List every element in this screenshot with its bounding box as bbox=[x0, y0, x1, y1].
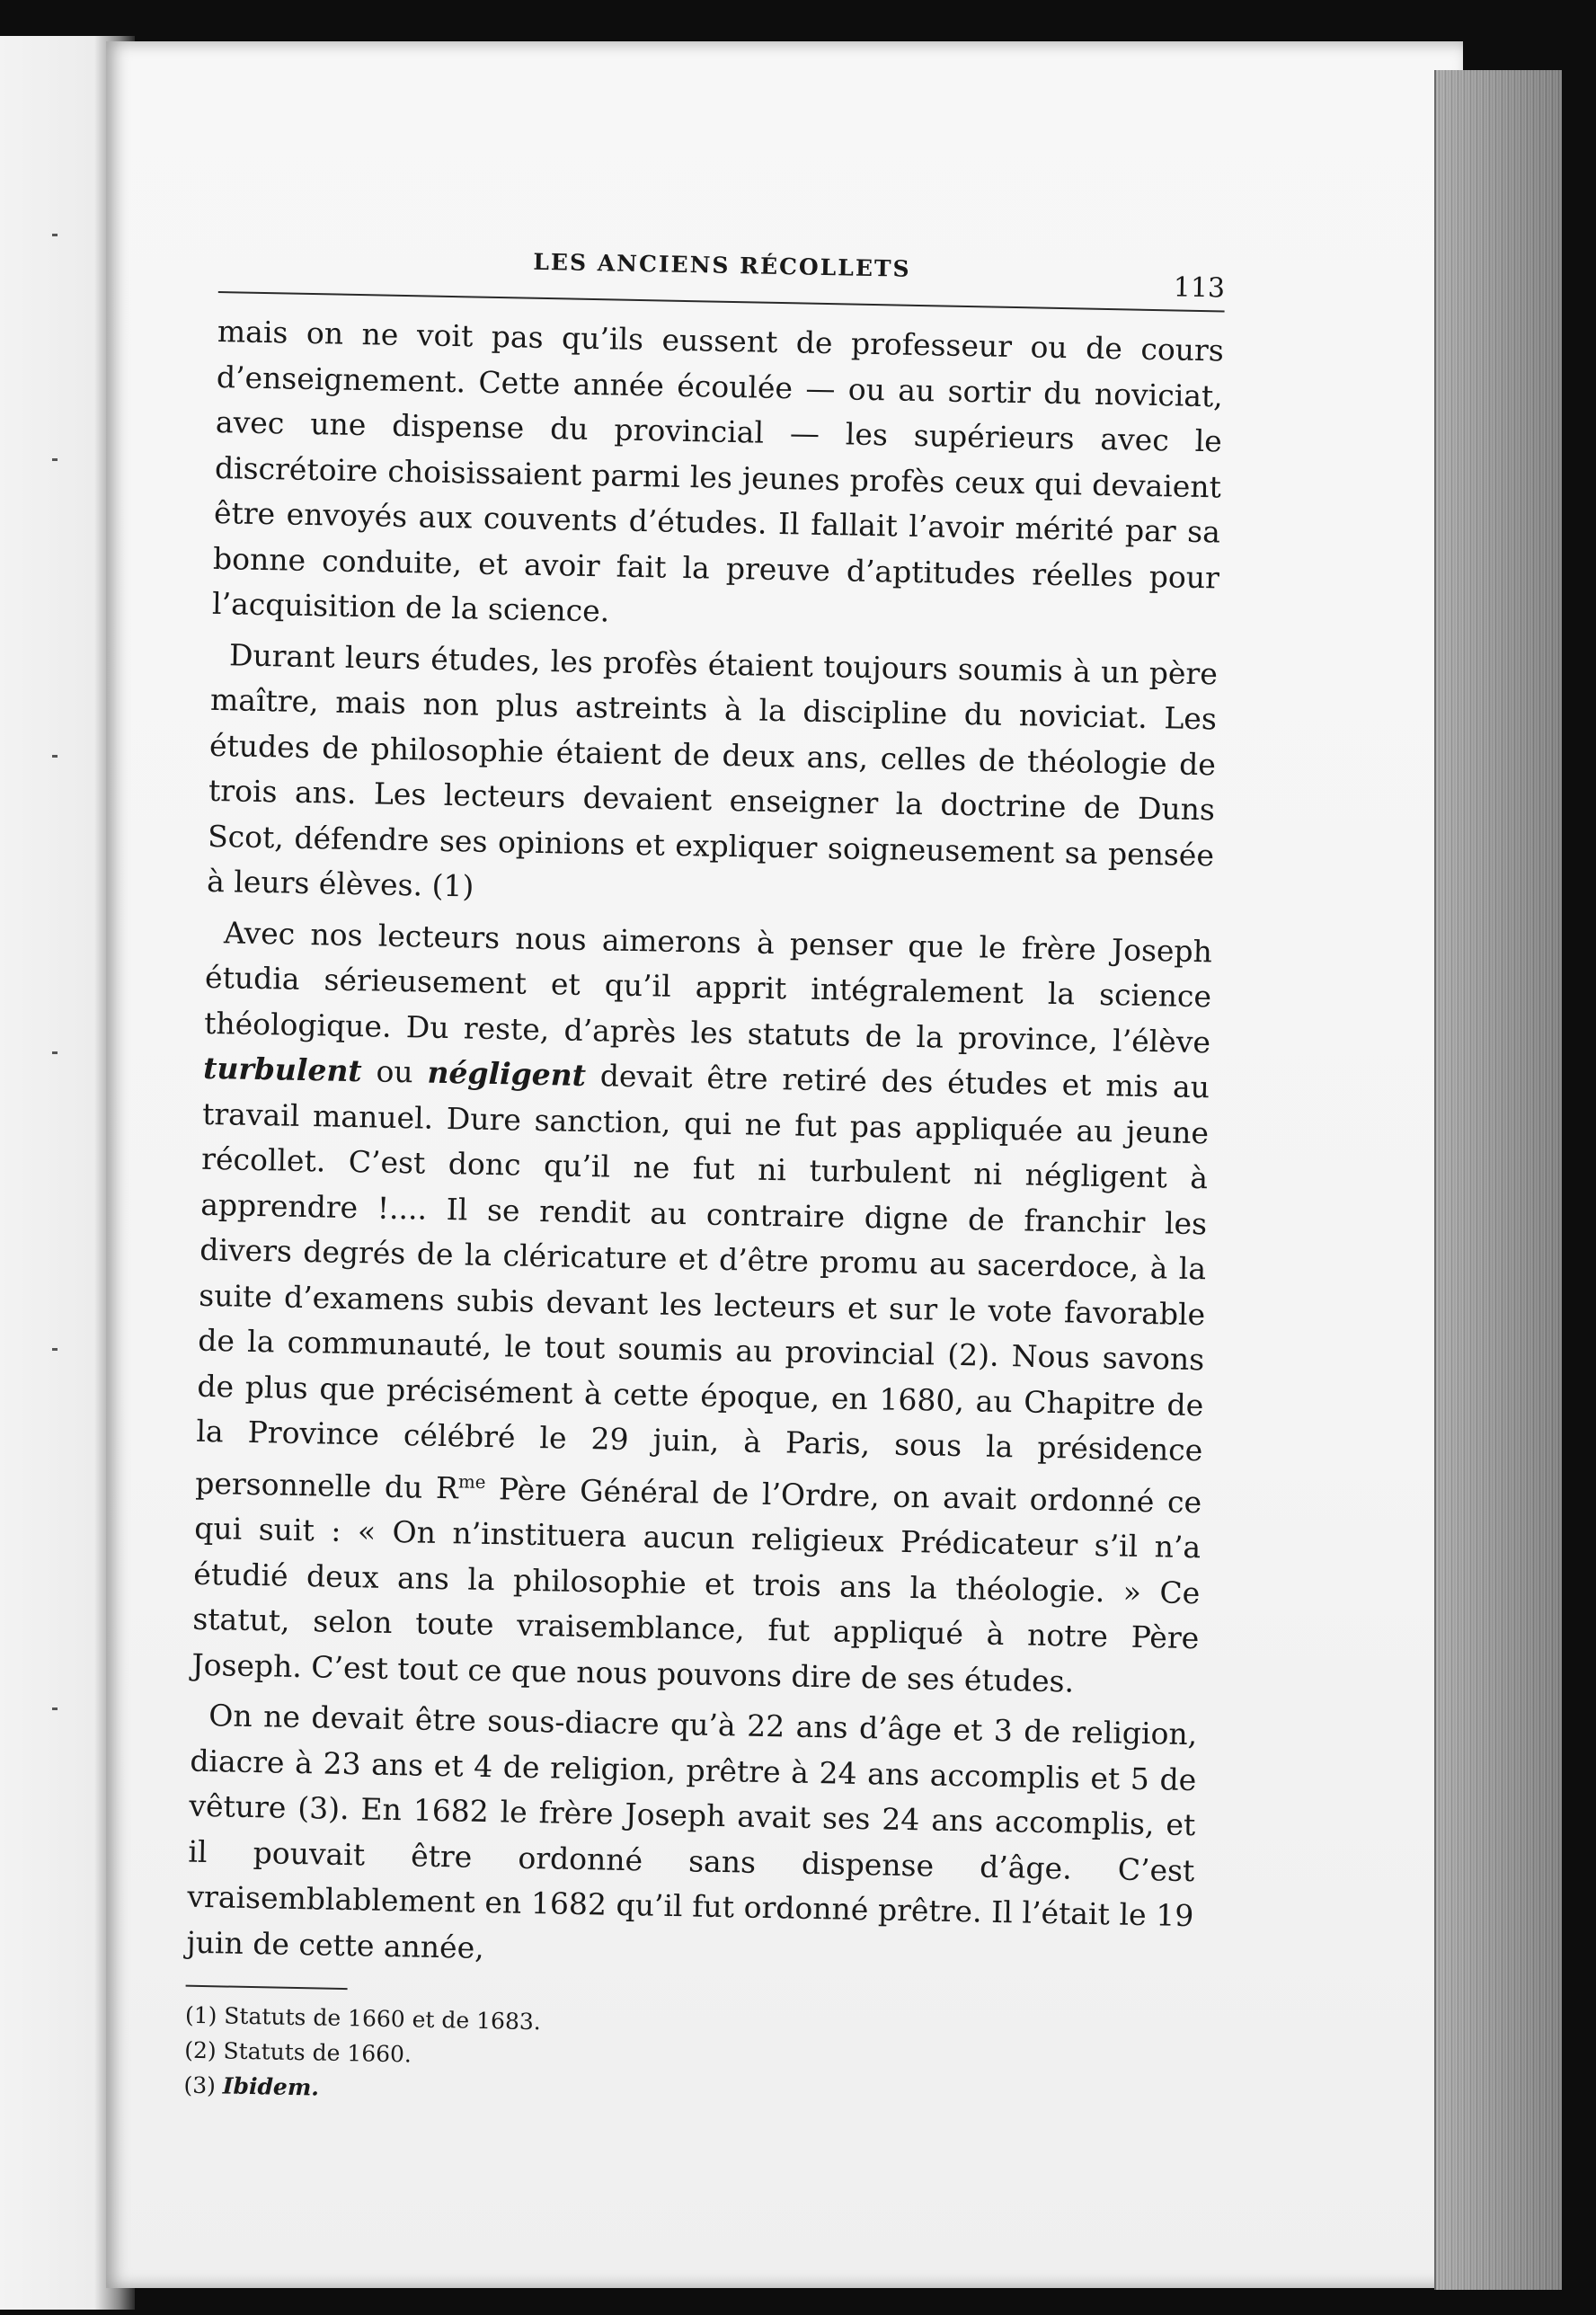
paragraph-1: mais on ne voit pas qu’ils eussent de professeur ou de cours d’enseignement. Cette année écoulée — ou au sortir du noviciat, avec une dispense du provincial — les supérieurs avec le discrétoire choisissaient parmi les jeunes profès ceux qui devaient être envoyés aux couvents d’études. Il fallait l’avoir mérité par sa bonne conduite, et avoir fait la preuve d’aptitudes réelles pour l’acquisition de la science. bbox=[211, 313, 1225, 629]
page-text bbox=[183, 235, 1226, 2122]
footnote-1: (1) Statuts de 1660 et de 1683. bbox=[184, 2001, 542, 2036]
running-title: LES ANCIENS RÉCOLLETS bbox=[533, 248, 911, 282]
paragraph-3 bbox=[191, 909, 1212, 1707]
italic-turbulent: turbulent bbox=[202, 1050, 363, 1089]
page-number: 113 bbox=[1173, 271, 1226, 305]
superscript-me: me bbox=[457, 1470, 486, 1493]
paragraph-3-text-a: Avec nos lecteurs nous aimerons à penser que le frère Joseph étudia sérieusement et qu’il apprit intégralement la science théologique. Du reste, d’après les statuts de la province, l’élève bbox=[203, 914, 1213, 1060]
paragraph-3-text-c: devait être retiré des études et mis au travail manuel. Dure sanction, qui ne fut pas appliquée au jeune récollet. C’est donc qu’il ne fut ni turbulent ni négligent à apprendre !.... Il se rendit au contraire digne de franchir les divers degrés de la cléricature et d’être promu au sacerdoce, à la suite d’examens subis devant les lecteurs et sur le vote favorable de la communauté, le tout soumis au provincial (2). Nous savons de plus que précisément à cette époque, en 1680, au Chapitre de la Province célébré le 29 juin, à Paris, sous la présidence personnelle du R bbox=[194, 1058, 1210, 1505]
paragraph-3-text-d: Père Général de l’Ordre, on avait ordonné ce qui suit : « On n’instituera aucun religieux Prédicateur s’il n’a étudié deux ans la philosophie et trois ans la théologie. » Ce statut, selon toute vraisemblance, fut appliqué à notre Père Joseph. C’est tout ce que nous pouvons dire de ses études. bbox=[191, 1470, 1202, 1699]
footnote-3-number: (3) bbox=[183, 2071, 224, 2099]
footnote-rule bbox=[186, 1985, 348, 1990]
paragraph-4: On ne devait être sous-diacre qu’à 22 ans d’âge et 3 de religion, diacre à 23 ans et 4 de religion, prêtre à 24 ans accomplis et 5 de vêture (3). En 1682 le frère Joseph avait ses 24 ans accomplis, et il pouvait être ordonné sans dispense d’âge. C’est vraisemblablement en 1682 qu’il fut ordonné prêtre. Il l’était le 19 juin de cette année, bbox=[186, 1698, 1198, 1965]
italic-negligent: négligent bbox=[427, 1054, 587, 1094]
footnote-2: (2) Statuts de 1660. bbox=[183, 2036, 412, 2068]
footnote-3-ibidem: Ibidem. bbox=[222, 2072, 320, 2101]
paragraph-3-text-b: ou bbox=[361, 1053, 428, 1090]
page-block-edges bbox=[1434, 70, 1562, 2290]
paragraph-2: Durant leurs études, les profès étaient toujours soumis à un père maître, mais non plus astreints à la discipline du noviciat. Les études de philosophie étaient de deux ans, celles de théologie de trois ans. Les lecteurs devaient enseigner la doctrine de Duns Scot, défendre ses opinions et expliquer soigneusement sa pensée à leurs élèves. (1) bbox=[206, 636, 1219, 904]
